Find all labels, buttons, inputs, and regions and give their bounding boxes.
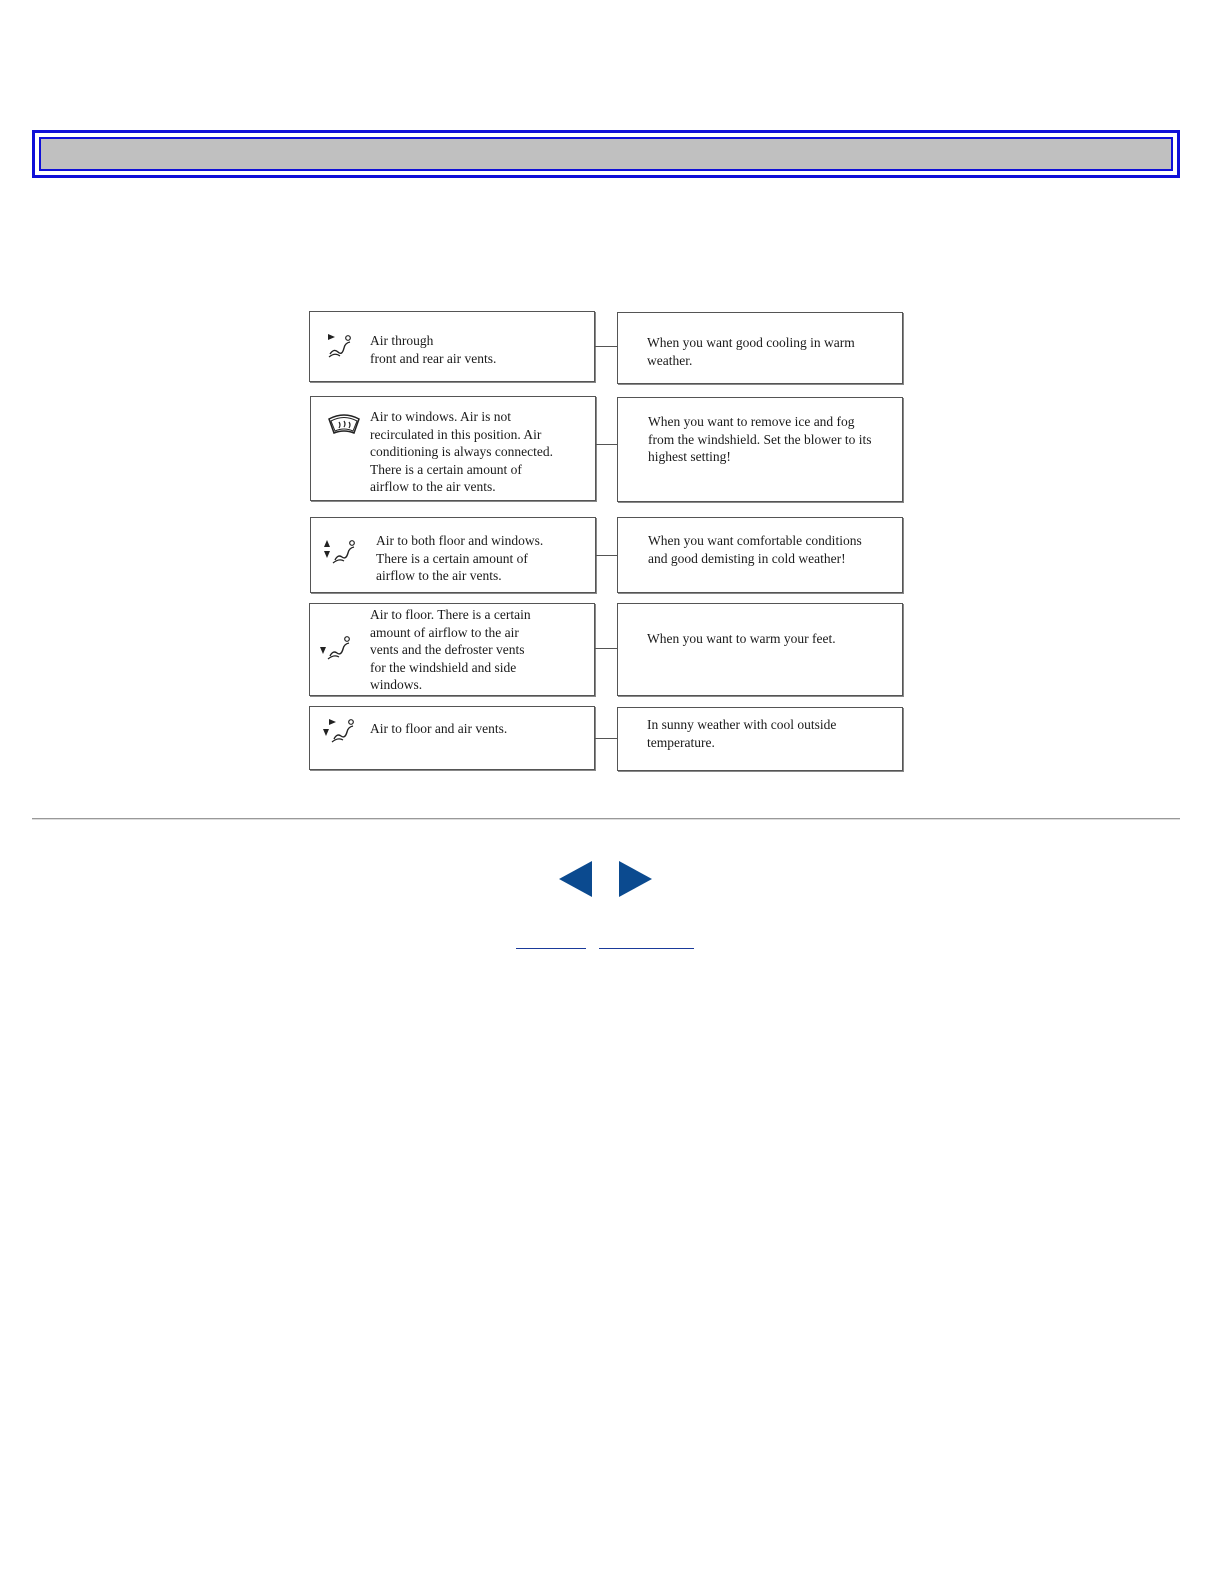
- usage-box: [617, 312, 903, 384]
- horizontal-divider: [32, 818, 1180, 820]
- usage-description: When you want to warm your feet.: [647, 631, 836, 646]
- mode-description: Air to both floor and windows. There is a certain amount of airflow to the air vents.: [376, 533, 544, 583]
- section-title: [39, 137, 1173, 171]
- usage-description: When you want comfortable conditions and good demisting in cold weather!: [648, 533, 862, 566]
- next-page-button[interactable]: [616, 858, 656, 900]
- mode-description-box: [309, 603, 595, 696]
- mode-description: Air to windows. Air is not recirculated in this position. Air conditioning is always connected. There is a certain amount of airflow to the air vents.: [370, 409, 553, 494]
- section-title-bar: [32, 130, 1180, 178]
- usage-box: [617, 517, 903, 593]
- connector-line: [595, 738, 617, 739]
- usage-description: When you want to remove ice and fog from the windshield. Set the blower to its highest setting!: [648, 414, 872, 464]
- connector-line: [595, 346, 617, 347]
- arrow-right-icon: [616, 858, 656, 900]
- usage-description: When you want good cooling in warm weather.: [647, 335, 855, 368]
- mode-description-box: [309, 706, 595, 770]
- previous-page-link[interactable]: [516, 930, 586, 949]
- mode-description: Air to floor and air vents.: [370, 721, 508, 736]
- usage-box: [617, 707, 903, 771]
- usage-description: In sunny weather with cool outside temperature.: [647, 717, 837, 750]
- airflow-diagram: [309, 311, 903, 773]
- mode-description-box: [310, 396, 596, 501]
- arrow-left-icon: [556, 858, 596, 900]
- mode-description-box: [309, 311, 595, 382]
- mode-description-box: [310, 517, 596, 593]
- usage-box: [617, 397, 903, 502]
- mode-description: Air through front and rear air vents.: [370, 333, 497, 366]
- connector-line: [596, 555, 617, 556]
- next-page-link[interactable]: [599, 930, 694, 949]
- airflow-floor-icon: [318, 634, 354, 662]
- airflow-floor-vents-icon: [322, 717, 358, 745]
- airflow-front-rear-vents-icon: [326, 332, 354, 360]
- usage-box: [617, 603, 903, 696]
- airflow-floor-windows-icon: [323, 538, 357, 566]
- connector-line: [596, 444, 617, 445]
- previous-page-button[interactable]: [556, 858, 596, 900]
- mode-description: Air to floor. There is a certain amount of airflow to the air vents and the defroster vents for the windshield and side windows.: [370, 607, 531, 692]
- windshield-defrost-icon: [327, 413, 361, 439]
- connector-line: [595, 648, 617, 649]
